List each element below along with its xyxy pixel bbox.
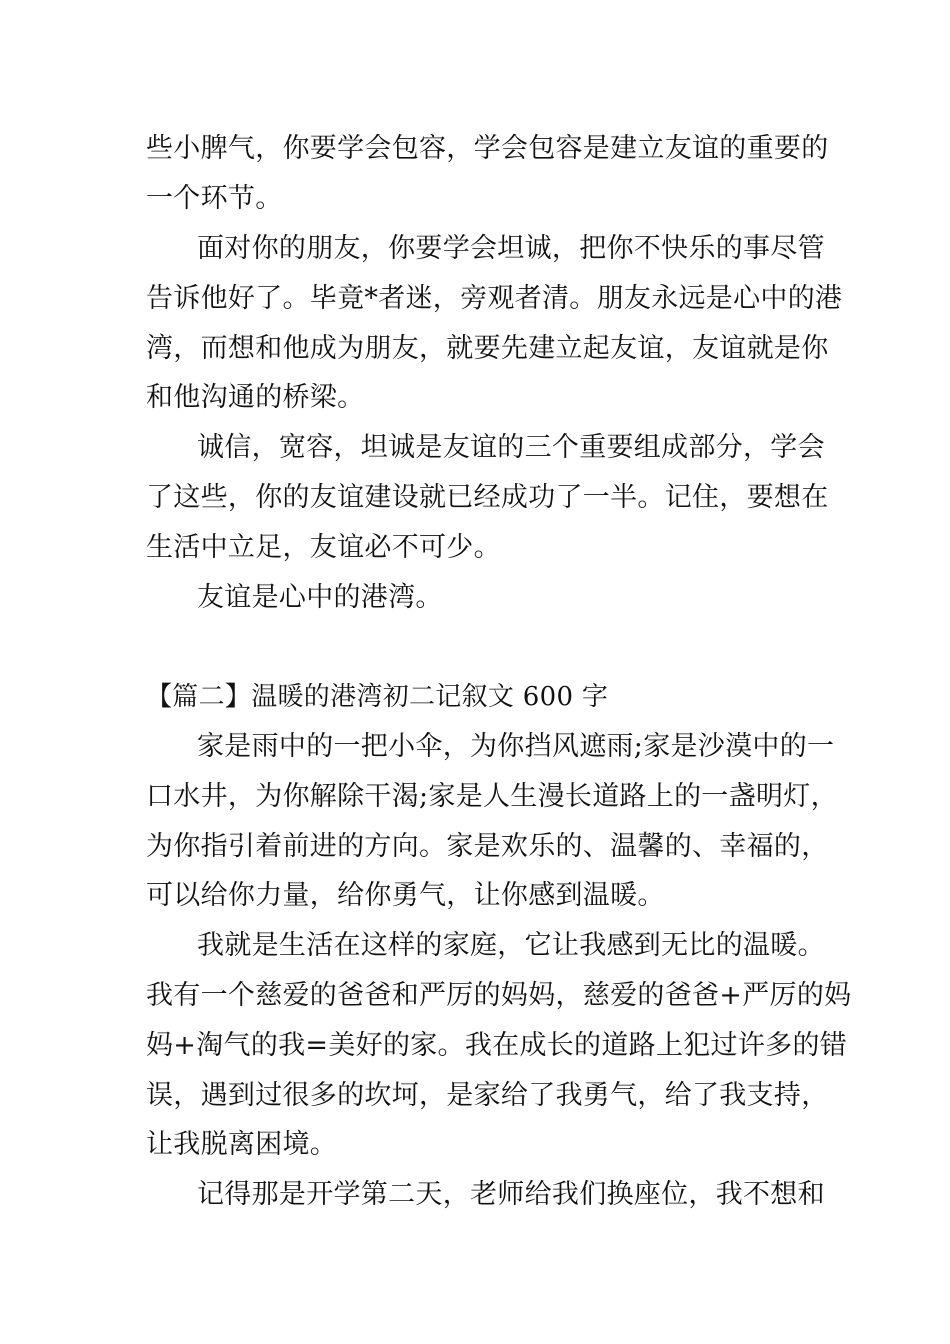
- paragraph-3-line-1: 诚信，宽容，坦诚是友谊的三个重要组成部分，学会: [197, 432, 825, 463]
- paragraph-3-line-2: 了这些，你的友谊建设就已经成功了一半。记住，要想在: [146, 482, 829, 513]
- paragraph-5-line-3: 为你指引着前进的方向。家是欢乐的、温馨的、幸福的，: [146, 831, 829, 862]
- section-heading: 【篇二】温暖的港湾初二记叙文 600 字: [146, 682, 609, 712]
- paragraph-1-line-2: 一个环节。: [146, 183, 283, 214]
- paragraph-6-line-4: 误，遇到过很多的坎坷，是家给了我勇气，给了我支持，: [146, 1080, 829, 1111]
- paragraph-6-line-2: 我有一个慈爱的爸爸和严厉的妈妈，慈爱的爸爸+严厉的妈: [146, 980, 852, 1011]
- paragraph-3-line-3: 生活中立足，友谊必不可少。: [146, 532, 501, 563]
- paragraph-5-line-2: 口水井，为你解除干渴;家是人生漫长道路上的一盏明灯，: [146, 781, 838, 812]
- paragraph-5-line-1: 家是雨中的一把小伞，为你挡风遮雨;家是沙漠中的一: [197, 731, 835, 762]
- paragraph-2-line-3: 湾，而想和他成为朋友，就要先建立起友谊，友谊就是你: [146, 333, 829, 364]
- paragraph-7-line-1: 记得那是开学第二天，老师给我们换座位，我不想和: [197, 1179, 825, 1210]
- paragraph-2-line-4: 和他沟通的桥梁。: [146, 382, 365, 413]
- paragraph-1-line-1: 些小脾气，你要学会包容，学会包容是建立友谊的重要的: [146, 133, 829, 164]
- paragraph-2-line-1: 面对你的朋友，你要学会坦诚，把你不快乐的事尽管: [197, 233, 825, 264]
- paragraph-5-line-4: 可以给你力量，给你勇气，让你感到温暖。: [146, 880, 665, 911]
- paragraph-2-line-2: 告诉他好了。毕竟*者迷，旁观者清。朋友永远是心中的港: [146, 283, 843, 314]
- paragraph-6-line-1: 我就是生活在这样的家庭，它让我感到无比的温暖。: [197, 930, 825, 961]
- paragraph-4-line-1: 友谊是心中的港湾。: [197, 582, 443, 613]
- paragraph-6-line-5: 让我脱离困境。: [146, 1129, 338, 1160]
- paragraph-6-line-3: 妈+淘气的我=美好的家。我在成长的道路上犯过许多的错: [146, 1030, 848, 1061]
